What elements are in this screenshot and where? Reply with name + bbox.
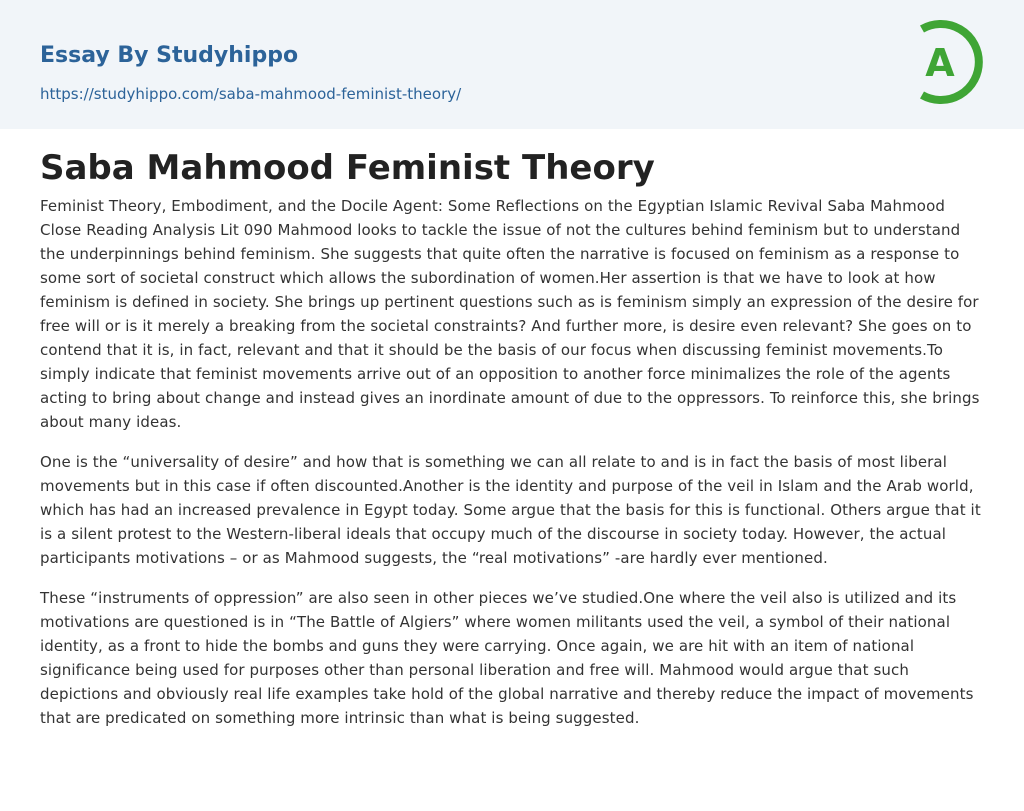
page-header xyxy=(0,0,1024,129)
essay-article xyxy=(40,143,984,746)
site-brand-title[interactable]: Essay By Studyhippo xyxy=(40,43,299,68)
logo-letter: A xyxy=(925,41,955,85)
essay-paragraph-1: Feminist Theory, Embodiment, and the Docile Agent: Some Reflections on the Egyptian Islamic Revival Saba Mahmood Close Reading Analysis Lit 090 Mahmood looks to tackle the issue of not the cultures behind feminism but to understand the underpinnings behind feminism. She suggests that quite often the narrative is focused on feminism as a response to some sort of societal construct which allows the subordination of women.Her assertion is that we have to look at how feminism is defined in society. She brings up pertinent questions such as is feminism simply an expression of the desire for free will or is it merely a breaking from the societal constraints? And further more, is desire even relevant? She goes on to contend that it is, in fact, relevant and that it should be the basis of our focus when discussing feminist movements.To simply indicate that feminist movements arrive out of an opposition to another force minimalizes the role of the agents acting to bring about change and instead gives an inordinate amount of due to the oppressors. To reinforce this, she brings about many ideas. xyxy=(40,197,980,431)
studyhippo-logo[interactable] xyxy=(912,18,988,106)
essay-paragraph-2: One is the “universality of desire” and how that is something we can all relate to and is in fact the basis of most liberal movements but in this case if often discounted.Another is the identity and purpose of the veil in Islam and the Arab world, which has had an increased prevalence in Egypt today. Some argue that the basis for this is functional. Others argue that it is a silent protest to the Western-liberal ideals that occupy much of the discourse in society today. However, the actual participants motivations – or as Mahmood suggests, the “real motivations” -are hardly ever mentioned. xyxy=(40,453,981,567)
source-url-link[interactable]: https://studyhippo.com/saba-mahmood-feminist-theory/ xyxy=(40,85,462,103)
page-title: Saba Mahmood Feminist Theory xyxy=(40,148,655,188)
essay-paragraph-3: These “instruments of oppression” are also seen in other pieces we’ve studied.One where the veil also is utilized and its motivations are questioned is in “The Battle of Algiers” where women militants used the veil, a symbol of their national identity, as a front to hide the bombs and guns they were carrying. Once again, we are hit with an item of national significance being used for purposes other than personal liberation and free will. Mahmood would argue that such depictions and obviously real life examples take hold of the global narrative and thereby reduce the impact of movements that are predicated on something more intrinsic than what is being suggested. xyxy=(40,589,974,727)
